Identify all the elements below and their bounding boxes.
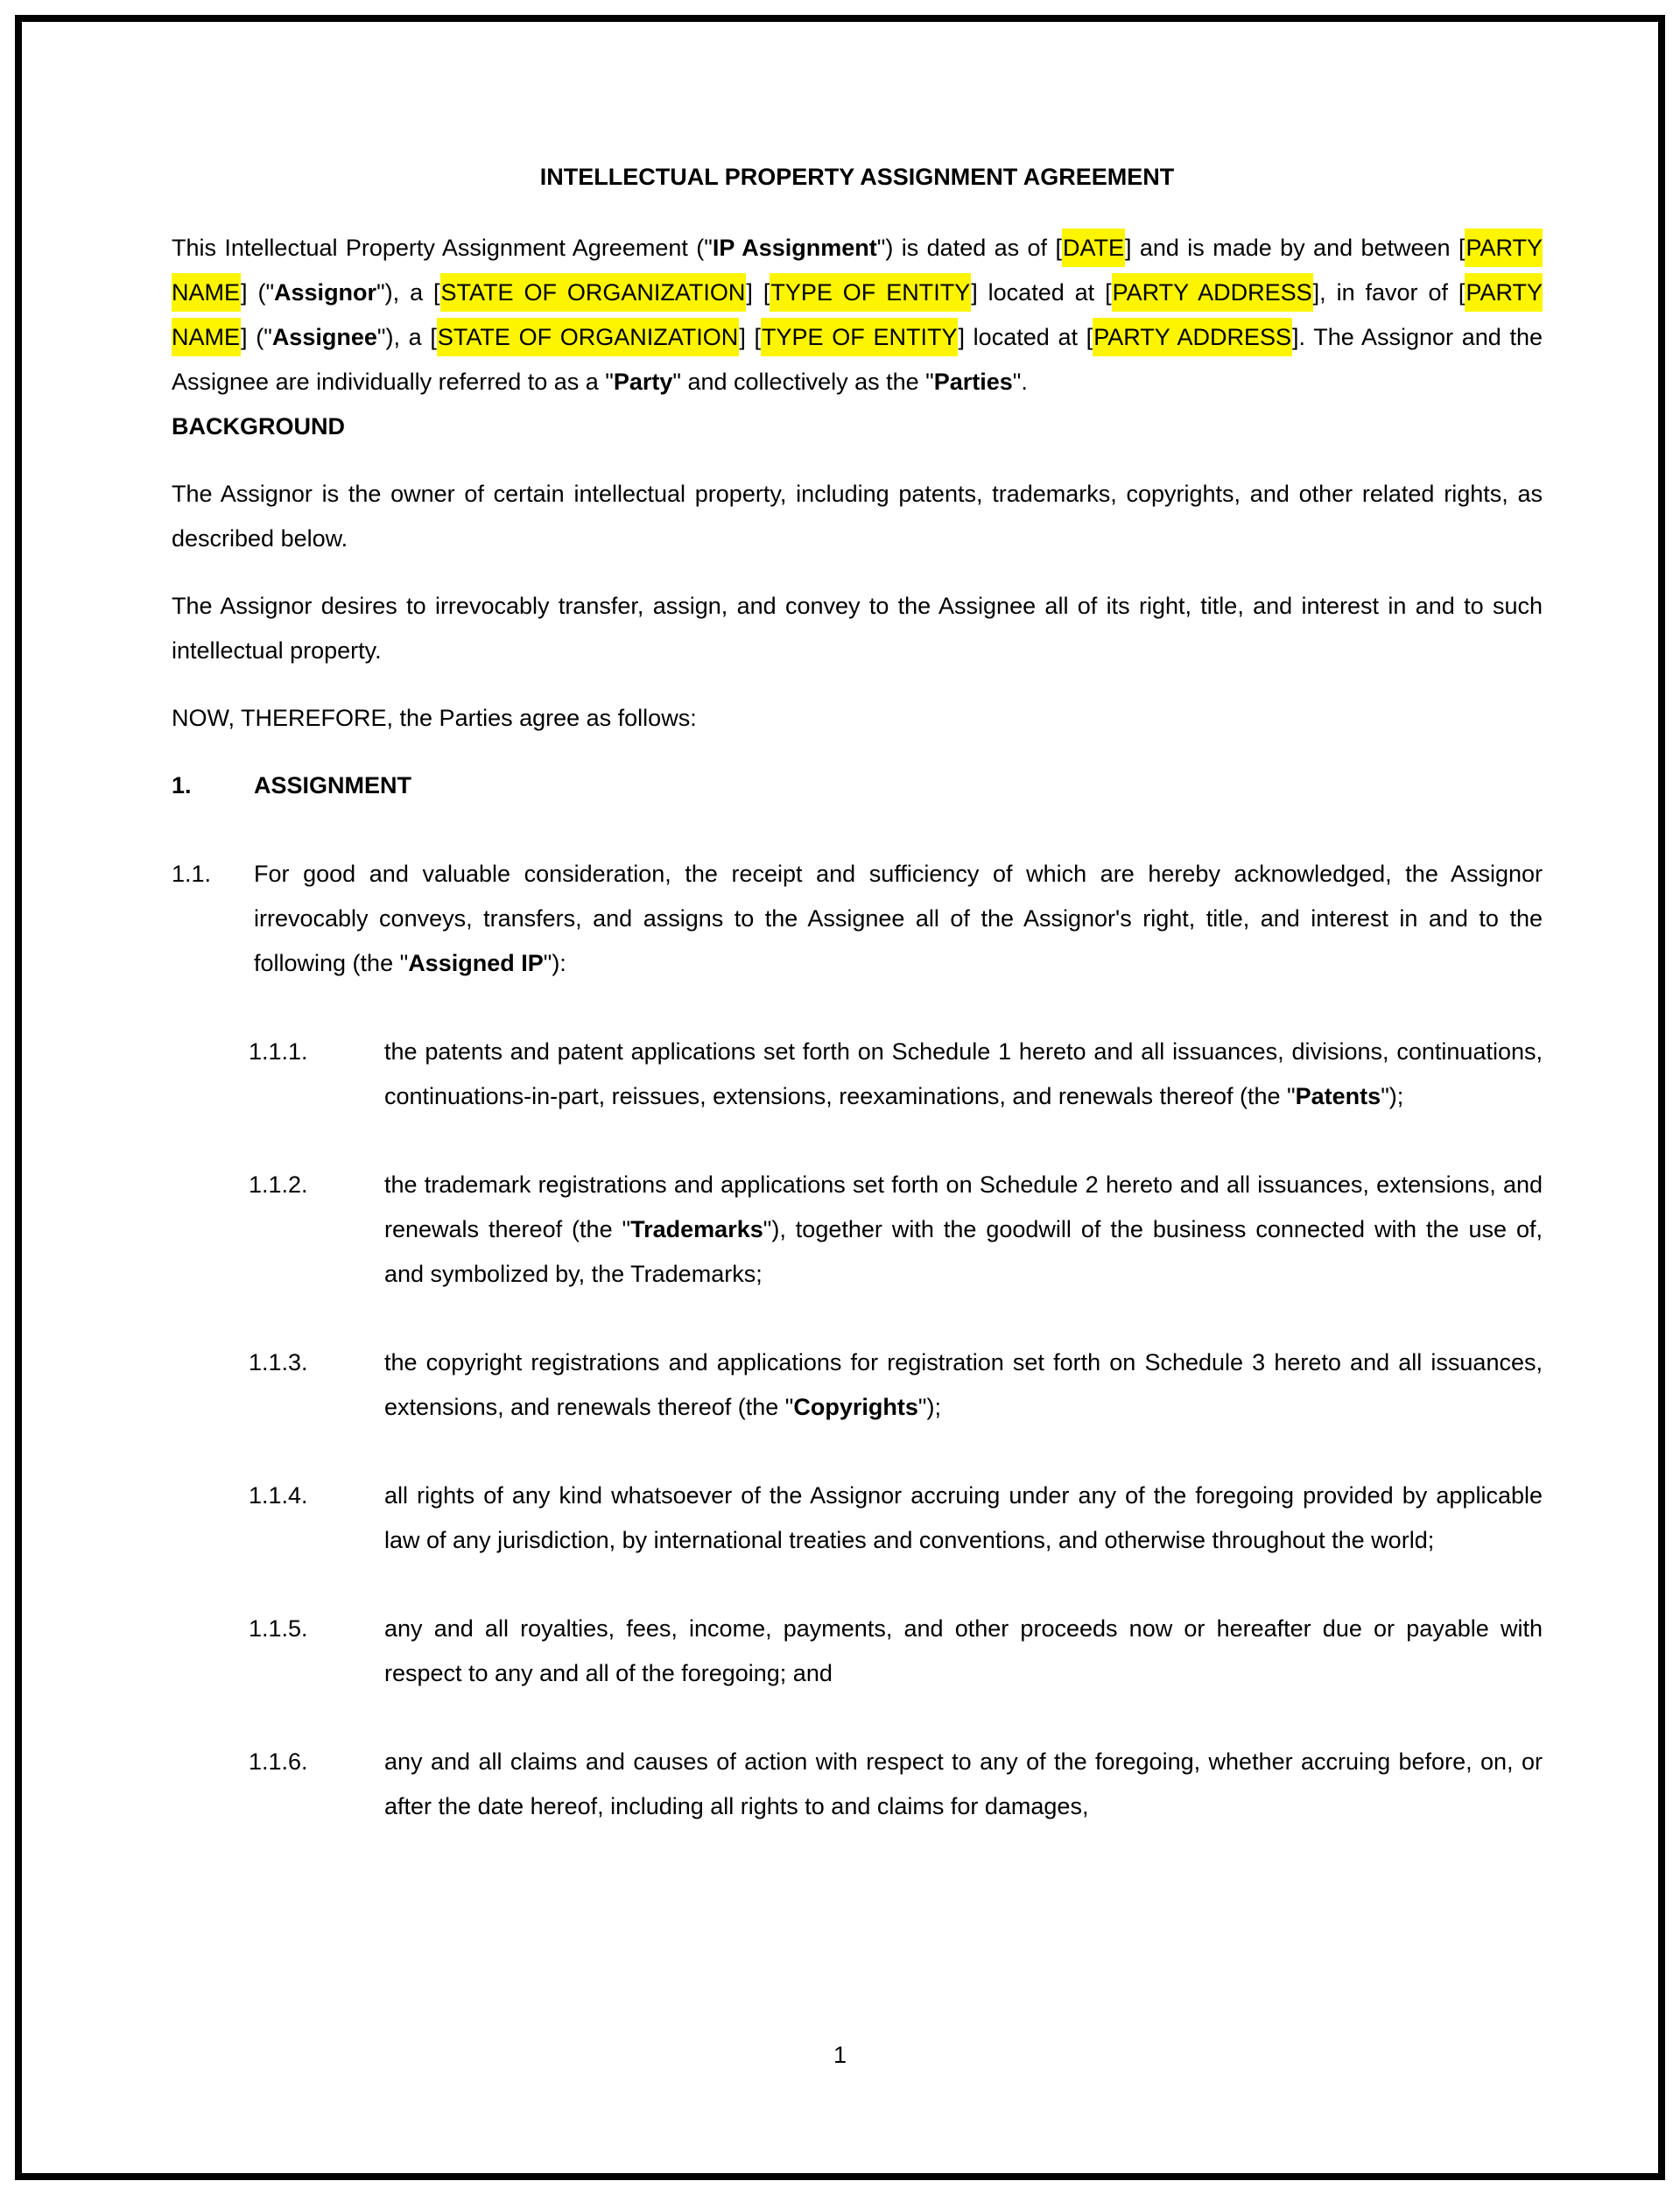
subclause-1-1-4-number: 1.1.4. [249,1482,308,1509]
subclause-1-1-6-number: 1.1.6. [249,1748,308,1775]
bold-term: Copyrights [793,1394,918,1420]
section-1-title: ASSIGNMENT [254,772,412,799]
placeholder-highlight: TYPE OF ENTITY [761,318,958,356]
text-run: ] located at [ [971,279,1112,306]
placeholder-highlight: STATE OF ORGANIZATION [437,318,739,356]
text-run: "); [1381,1083,1404,1109]
text-run: ]. The Assignor and the Assignee are individually referred to as a " [172,324,1543,395]
text-run: "), a [ [376,324,437,350]
subclause-1-1-1 [249,1030,1543,1119]
clause-1-1 [172,852,1543,986]
bold-term: Assignee [271,324,377,350]
background-heading: BACKGROUND [172,413,345,440]
text-run: all rights of any kind whatsoever of the Assignor accruing under any of the foregoing provided by applicable law of any jurisdiction, by international treaties and conventions, and otherwise throughout the world; [384,1482,1543,1553]
background-paragraph-2: The Assignor desires to irrevocably transfer, assign, and convey to the Assignee all of its right, title, and interest in and to such intellectual property. [172,593,1543,664]
subclause-1-1-2-text [384,1163,1543,1297]
text-run: ] [ [739,324,762,350]
document-content [172,0,1543,1829]
placeholder-highlight: TYPE OF ENTITY [770,273,971,312]
clause-1-1-number: 1.1. [172,861,212,887]
subclause-1-1-2 [249,1163,1543,1297]
subclause-1-1-6-text [384,1740,1543,1829]
subclause-1-1-3-text [384,1340,1543,1430]
subclause-1-1-3-number: 1.1.3. [249,1349,308,1375]
text-run: " and collectively as the " [672,369,934,395]
placeholder-highlight: PARTY ADDRESS [1093,318,1292,356]
bold-term: Assigned IP [408,950,544,976]
text-run: the patents and patent applications set forth on Schedule 1 hereto and all issuances, divisions, continuations, continuations-in-part, reissues, extensions, reexaminations, and renewals thereof (the " [384,1038,1543,1109]
text-run: "); [917,1394,941,1420]
text-run: ] and is made by and between [ [1124,235,1466,261]
text-run: "), together with the goodwill of the business connected with the use of, and symbolized by, the Trademarks; [384,1216,1543,1287]
text-run: ] [ [746,279,770,306]
page-number: 1 [833,2042,847,2068]
text-run: the copyright registrations and applications for registration set forth on Schedule 3 hereto and all issuances, extensions, and renewals thereof (the " [384,1349,1543,1420]
text-run: "), a [ [376,279,440,306]
placeholder-highlight: DATE [1062,229,1125,267]
bold-term: Assignor [274,279,377,306]
bold-term: Party [613,369,673,395]
placeholder-highlight: PARTY ADDRESS [1112,273,1313,312]
document-title: INTELLECTUAL PROPERTY ASSIGNMENT AGREEMENT [539,164,1175,190]
background-paragraph-1: The Assignor is the owner of certain intellectual property, including patents, trademarks, copyrights, and other related rights, as described below. [172,481,1543,552]
bold-term: Trademarks [630,1216,763,1242]
bold-term: Patents [1295,1083,1381,1109]
text-run: ] (" [241,279,275,306]
text-run: This Intellectual Property Assignment Agreement (" [172,235,713,261]
subclause-1-1-5-number: 1.1.5. [249,1615,308,1642]
subclause-1-1-4-text [384,1474,1543,1563]
placeholder-highlight: PARTY NAME [172,229,1543,312]
subclause-1-1-1-text [384,1030,1543,1119]
subclause-1-1-6 [249,1740,1543,1829]
placeholder-highlight: PARTY NAME [172,273,1543,356]
subclause-1-1-1-number: 1.1.1. [249,1038,308,1065]
subclause-1-1-5-text [384,1607,1543,1696]
text-run: "): [543,950,566,976]
subclause-1-1-4 [249,1474,1543,1563]
text-run: ") is dated as of [ [876,235,1062,261]
text-run: ] (" [241,324,272,350]
now-therefore-paragraph: NOW, THEREFORE, the Parties agree as follows: [172,705,697,731]
text-run: ] located at [ [958,324,1093,350]
section-1-number: 1. [172,772,192,799]
text-run: any and all claims and causes of action with respect to any of the foregoing, whether accruing before, on, or after the date hereof, including all rights to and claims for damages, [384,1748,1543,1819]
subclause-1-1-3 [249,1340,1543,1430]
text-run: For good and valuable consideration, the receipt and sufficiency of which are hereby acknowledged, the Assignor irrevocably conveys, transfers, and assigns to the Assignee all of the Assignor's right, title, and interest in and to the following (the " [254,861,1543,976]
placeholder-highlight: STATE OF ORGANIZATION [440,273,747,312]
text-run: any and all royalties, fees, income, payments, and other proceeds now or hereafter due or payable with respect to any and all of the foregoing; and [384,1615,1543,1686]
bold-term: Parties [933,369,1013,395]
intro-paragraph [172,226,1543,405]
section-1-heading [172,763,1543,808]
subclause-1-1-2-number: 1.1.2. [249,1171,308,1198]
text-run: ], in favor of [ [1312,279,1466,306]
clause-1-1-text [254,852,1543,986]
text-run: ". [1012,369,1028,395]
subclause-1-1-5 [249,1607,1543,1696]
text-run: the trademark registrations and applications set forth on Schedule 2 hereto and all issuances, extensions, and renewals thereof (the " [384,1171,1543,1242]
bold-term: IP Assignment [712,235,877,261]
